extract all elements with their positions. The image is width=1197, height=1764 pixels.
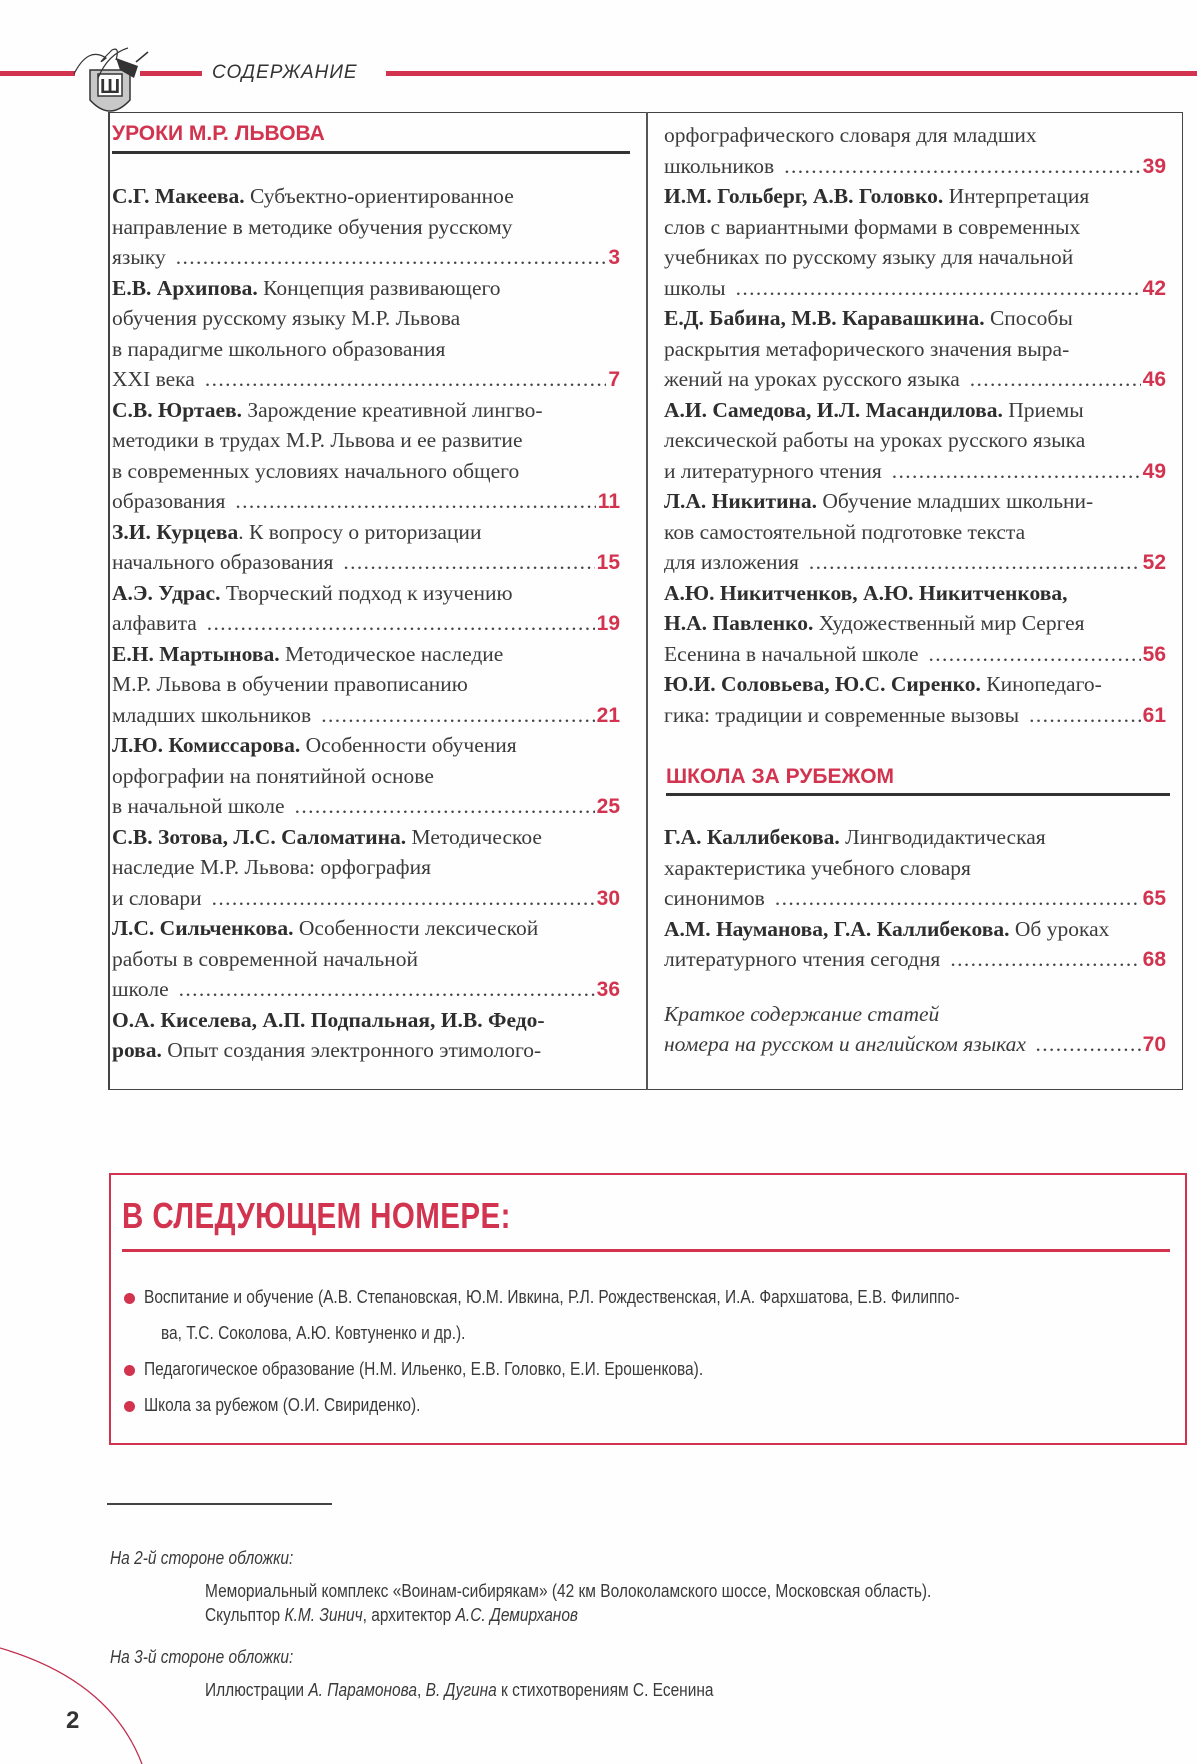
- toc-entry-last: [664, 700, 1166, 731]
- article-authors: О.А. Киселева, А.П. Подпальная, И.В. Федо-: [112, 1007, 545, 1032]
- toc-entry-line: [664, 578, 1067, 609]
- toc-entry-line: [112, 456, 519, 487]
- article-title: Зарождение креативной лингво-: [247, 397, 543, 422]
- page-ref: 49: [1142, 459, 1166, 483]
- cover-side2-line2: [205, 1605, 578, 1626]
- dot-leader: [212, 883, 595, 914]
- article-title: Творческий подход к изучению: [225, 580, 513, 605]
- article-authors: Е.Д. Бабина, М.В. Каравашкина.: [664, 306, 985, 330]
- article-title: Опыт создания электронного этимолого-: [167, 1038, 542, 1062]
- page-ref: 52: [1142, 551, 1166, 574]
- page-ref: 61: [1142, 703, 1166, 727]
- toc-entry-last: [112, 974, 620, 1005]
- toc-entry-last: [664, 364, 1166, 395]
- toc-entry-line: [112, 913, 538, 944]
- next-issue-item: Педагогическое образование (Н.М. Ильенко, Е.В. Головко, Е.И. Ерошенкова).: [144, 1359, 704, 1379]
- article-title-cont: учебниках по русскому языку для начальной: [664, 245, 1074, 269]
- page-ref: 36: [596, 978, 620, 1001]
- section-title-abroad: ШКОЛА ЗА РУБЕЖОМ: [666, 765, 895, 788]
- article-title-cont: обучения русскому языку М.Р. Львова: [112, 306, 461, 330]
- article-authors: Л.Ю. Комиссарова.: [112, 733, 301, 757]
- page-ref: 21: [596, 703, 620, 727]
- svg-text:Ш: Ш: [99, 76, 121, 98]
- article-authors: Л.С. Сильченкова.: [112, 916, 294, 940]
- toc-entry-line: [112, 639, 503, 670]
- page-ref: 46: [1142, 368, 1166, 391]
- toc-entry-line: [112, 303, 460, 334]
- article-authors: Ю.И. Соловьева, Ю.С. Сиренко.: [664, 672, 981, 696]
- toc-entry-last: [664, 883, 1166, 914]
- summary-title-end: номера на русском и английском языках: [664, 1032, 1026, 1056]
- toc-entry-line: [112, 273, 501, 304]
- page-ref: 30: [596, 886, 620, 910]
- section-rule-abroad: [666, 793, 1170, 796]
- decorative-arc: [0, 1640, 150, 1764]
- article-title: Концепция развивающего: [263, 275, 501, 300]
- dot-leader: [950, 944, 1140, 975]
- dot-leader: [970, 364, 1141, 395]
- section-rule-lvov: [112, 151, 630, 154]
- article-title-cont: работы в современной начальной: [112, 946, 418, 971]
- toc-entry-line: [664, 303, 1073, 334]
- article-authors: С.В. Юртаев.: [112, 397, 242, 422]
- cover-side3-line: [205, 1680, 714, 1701]
- toc-entry-line: [112, 181, 514, 212]
- toc-entry-line: [664, 853, 971, 884]
- article-authors: С.В. Зотова, Л.С. Саломатина.: [112, 824, 407, 849]
- dot-leader: [1029, 700, 1141, 731]
- article-title-end: школе: [112, 977, 169, 1001]
- article-title-cont: направление в методике обучения русскому: [112, 214, 513, 239]
- toc-entry-line: [664, 181, 1089, 212]
- dot-leader: [809, 547, 1141, 578]
- article-title-end: для изложения: [664, 550, 799, 574]
- toc-entry-line: [664, 669, 1102, 700]
- bullet-icon: [124, 1293, 135, 1304]
- toc-entry-line: [664, 395, 1084, 426]
- article-title-end: языку: [112, 245, 166, 269]
- toc-entry-line: [112, 1005, 545, 1036]
- toc-entry-line: [112, 1035, 541, 1066]
- page-ref: 11: [597, 490, 620, 513]
- article-title-end: начального образования: [112, 550, 334, 574]
- article-title-end: литературного чтения сегодня: [664, 947, 941, 971]
- article-title-cont: характеристика учебного словаря: [664, 855, 971, 880]
- article-title: Обучение младших школьни-: [822, 489, 1094, 513]
- toc-entry-line: [664, 425, 1085, 456]
- article-title: Способы: [989, 306, 1073, 330]
- article-title-end: в начальной школе: [112, 794, 285, 818]
- article-title: Особенности обучения: [305, 733, 517, 757]
- article-title-end: XXI века: [112, 367, 195, 391]
- page-ref: 25: [596, 795, 620, 818]
- dot-leader: [179, 974, 595, 1005]
- page-ref: 39: [1142, 154, 1166, 178]
- toc-entry-line: [664, 914, 1109, 945]
- article-title-cont: наследие М.Р. Львова: орфография: [112, 855, 431, 879]
- article-title-cont: ков самостоятельной подготовке текста: [664, 519, 1026, 544]
- article-title-end: алфавита: [112, 611, 197, 635]
- cover-side2-label: На 2-й стороне обложки:: [110, 1548, 294, 1568]
- page-ref: 65: [1142, 887, 1166, 910]
- toc-entry-line: [664, 486, 1093, 517]
- toc-entry-line: [664, 212, 1080, 243]
- next-issue-title: В СЛЕДУЮЩЕМ НОМЕРЕ:: [122, 1195, 511, 1236]
- next-issue-item: Школа за рубежом (О.И. Свириденко).: [144, 1395, 421, 1415]
- illustrator-1: А. Парамонова: [308, 1680, 418, 1700]
- article-authors-cont: рова.: [112, 1038, 162, 1062]
- article-title-end: и литературного чтения: [664, 458, 882, 483]
- page-ref: 15: [596, 551, 620, 574]
- cover-side2-line1: Мемориальный комплекс «Воинам-сибирякам» (42 км Волоколамского шоссе, Московская область).: [205, 1581, 932, 1601]
- page-number: 2: [66, 1707, 80, 1734]
- dot-leader: [775, 883, 1141, 914]
- page-ref: 70: [1142, 1033, 1166, 1056]
- toc-entry-line: [112, 822, 542, 853]
- bullet-icon: [124, 1401, 135, 1412]
- article-title-end: школьников: [664, 153, 775, 178]
- toc-entry-line: [112, 944, 418, 975]
- article-title: Приемы: [1008, 397, 1084, 422]
- article-title-cont: орфографического словаря для младших: [664, 123, 1037, 147]
- article-authors: А.Ю. Никитченков, А.Ю. Никитченкова,: [664, 580, 1068, 605]
- cover-side3-label: На 3-й стороне обложки:: [110, 1647, 294, 1667]
- dot-leader: [295, 791, 595, 822]
- toc-entry-line: [112, 212, 512, 243]
- article-title: Особенности лексической: [298, 916, 539, 940]
- journal-logo-icon: [68, 44, 158, 120]
- header-rule-left: [0, 71, 75, 76]
- article-authors: А.И. Самедова, И.Л. Масандилова.: [664, 397, 1003, 422]
- toc-entry-last: [664, 944, 1166, 975]
- dot-leader: [321, 700, 594, 731]
- toc-entry-last: [112, 883, 620, 914]
- article-title: Субъектно-ориентированное: [250, 184, 514, 208]
- toc-entry-last: [112, 700, 620, 731]
- separator: ,: [417, 1680, 426, 1700]
- toc-entry-line: [112, 578, 513, 609]
- article-title: Методическое наследие: [284, 641, 504, 666]
- article-title: Лингводидактическая: [845, 825, 1046, 849]
- page-ref: 56: [1142, 642, 1166, 666]
- article-title-end: гика: традиции и современные вызовы: [664, 702, 1020, 727]
- architect-label: , архитектор: [362, 1605, 456, 1625]
- next-issue-rule: [122, 1249, 1170, 1252]
- toc-entry-line: [664, 822, 1046, 853]
- article-title-cont: в парадигме школьного образования: [112, 336, 446, 361]
- article-title-end: младших школьников: [112, 702, 312, 727]
- next-issue-item-cont: ва, Т.С. Соколова, А.Ю. Ковтуненко и др.).: [161, 1323, 466, 1343]
- toc-entry-last: [112, 242, 620, 273]
- page-ref: 68: [1142, 948, 1166, 971]
- toc-entry-last: [112, 486, 620, 517]
- dot-leader: [736, 273, 1141, 304]
- dot-leader: [1036, 1029, 1141, 1060]
- article-title-cont: лексической работы на уроках русского языка: [664, 428, 1086, 452]
- article-title: Кинопедаго-: [986, 672, 1102, 696]
- article-title-cont: М.Р. Львова в обучении правописанию: [112, 672, 468, 696]
- toc-entry-line: [664, 120, 1037, 151]
- toc-entry-last: [112, 791, 620, 822]
- toc-entry-last: [664, 151, 1166, 182]
- footnote-rule: [107, 1503, 332, 1505]
- article-title-cont: раскрытия метафорического значения выра-: [664, 336, 1070, 361]
- toc-entry-line: [112, 730, 517, 761]
- article-title-cont: методики в трудах М.Р. Львова и ее развитие: [112, 428, 523, 452]
- page-title: СОДЕРЖАНИЕ: [212, 62, 358, 83]
- summary-title: Краткое содержание статей: [664, 1001, 940, 1026]
- article-authors: Г.А. Каллибекова.: [664, 825, 840, 849]
- article-authors: А.М. Науманова, Г.А. Каллибекова.: [664, 916, 1010, 941]
- article-title: Методическое: [411, 824, 542, 849]
- toc-entry-line: [112, 852, 431, 883]
- illustrations-subject: к стихотворениям С. Есенина: [496, 1680, 714, 1700]
- column-divider: [646, 112, 648, 1090]
- dot-leader: [205, 364, 606, 395]
- toc-entry-line: [112, 395, 543, 426]
- article-title-end: синонимов: [664, 886, 765, 910]
- sculptor-label: Скульптор: [205, 1605, 285, 1625]
- dot-leader: [176, 242, 607, 273]
- toc-entry-line: [112, 761, 434, 792]
- dot-leader: [929, 639, 1141, 670]
- article-authors: А.Э. Удрас.: [112, 580, 221, 605]
- page-ref: 19: [596, 612, 620, 635]
- page-ref: 3: [608, 246, 620, 269]
- toc-entry-line: [664, 334, 1069, 365]
- article-authors: И.М. Гольберг, А.В. Головко.: [664, 184, 944, 208]
- article-title: . К вопросу о риторизации: [238, 519, 482, 544]
- toc-entry-last: [664, 639, 1166, 670]
- toc-entry-line: [664, 517, 1025, 548]
- article-title: Художественный мир Сергея: [818, 611, 1085, 635]
- article-authors: С.Г. Макеева.: [112, 184, 245, 208]
- architect-name: А.С. Демирханов: [455, 1605, 579, 1625]
- article-title-cont: слов с вариантными формами в современных: [664, 214, 1081, 239]
- dot-leader: [892, 456, 1141, 487]
- article-title: Интерпретация: [948, 184, 1090, 208]
- toc-entry-last: [664, 456, 1166, 487]
- article-title-end: школы: [664, 275, 726, 300]
- article-authors: З.И. Курцева: [112, 519, 239, 544]
- toc-entry-last: [112, 608, 620, 639]
- section-title-lvov: УРОКИ М.Р. ЛЬВОВА: [112, 122, 325, 145]
- toc-entry-last: [112, 547, 620, 578]
- article-title-end: образования: [112, 489, 226, 513]
- summary-last: [664, 1029, 1166, 1060]
- sculptor-name: К.М. Зинич: [284, 1605, 363, 1625]
- article-authors: Л.А. Никитина.: [664, 489, 818, 513]
- toc-entry-line: [112, 517, 481, 548]
- dot-leader: [207, 608, 595, 639]
- bullet-icon: [124, 1365, 135, 1376]
- article-authors: Е.Н. Мартынова.: [112, 641, 280, 666]
- article-title-cont: в современных условиях начального общего: [112, 458, 520, 483]
- article-title-end: жений на уроках русского языка: [664, 367, 960, 391]
- next-issue-item: Воспитание и обучение (А.В. Степановская, Ю.М. Ивкина, Р.Л. Рождественская, И.А. Фархшатова, Е.В. Филиппо-: [144, 1287, 960, 1307]
- article-authors: Е.В. Архипова.: [112, 275, 258, 300]
- dot-leader: [343, 547, 594, 578]
- article-title-cont: орфографии на понятийной основе: [112, 763, 434, 788]
- toc-entry-line: [112, 669, 468, 700]
- article-authors-cont: Н.А. Павленко.: [664, 611, 814, 635]
- summary-line: [664, 999, 939, 1030]
- illustrator-2: В. Дугина: [425, 1680, 497, 1700]
- toc-entry-line: [664, 608, 1085, 639]
- article-title: Об уроках: [1014, 916, 1110, 941]
- toc-entry-line: [112, 425, 522, 456]
- toc-entry-last: [112, 364, 620, 395]
- page-ref: 7: [608, 368, 620, 391]
- dot-leader: [784, 151, 1140, 182]
- dot-leader: [235, 486, 595, 517]
- toc-entry-line: [112, 334, 445, 365]
- article-title-end: Есенина в начальной школе: [664, 641, 919, 666]
- article-title-end: и словари: [112, 885, 202, 910]
- toc-entry-last: [664, 547, 1166, 578]
- toc-entry-last: [664, 273, 1166, 304]
- header-rule-right: [386, 71, 1197, 76]
- toc-entry-line: [664, 242, 1073, 273]
- page-ref: 42: [1142, 276, 1166, 300]
- illustrations-label: Иллюстрации: [205, 1680, 309, 1700]
